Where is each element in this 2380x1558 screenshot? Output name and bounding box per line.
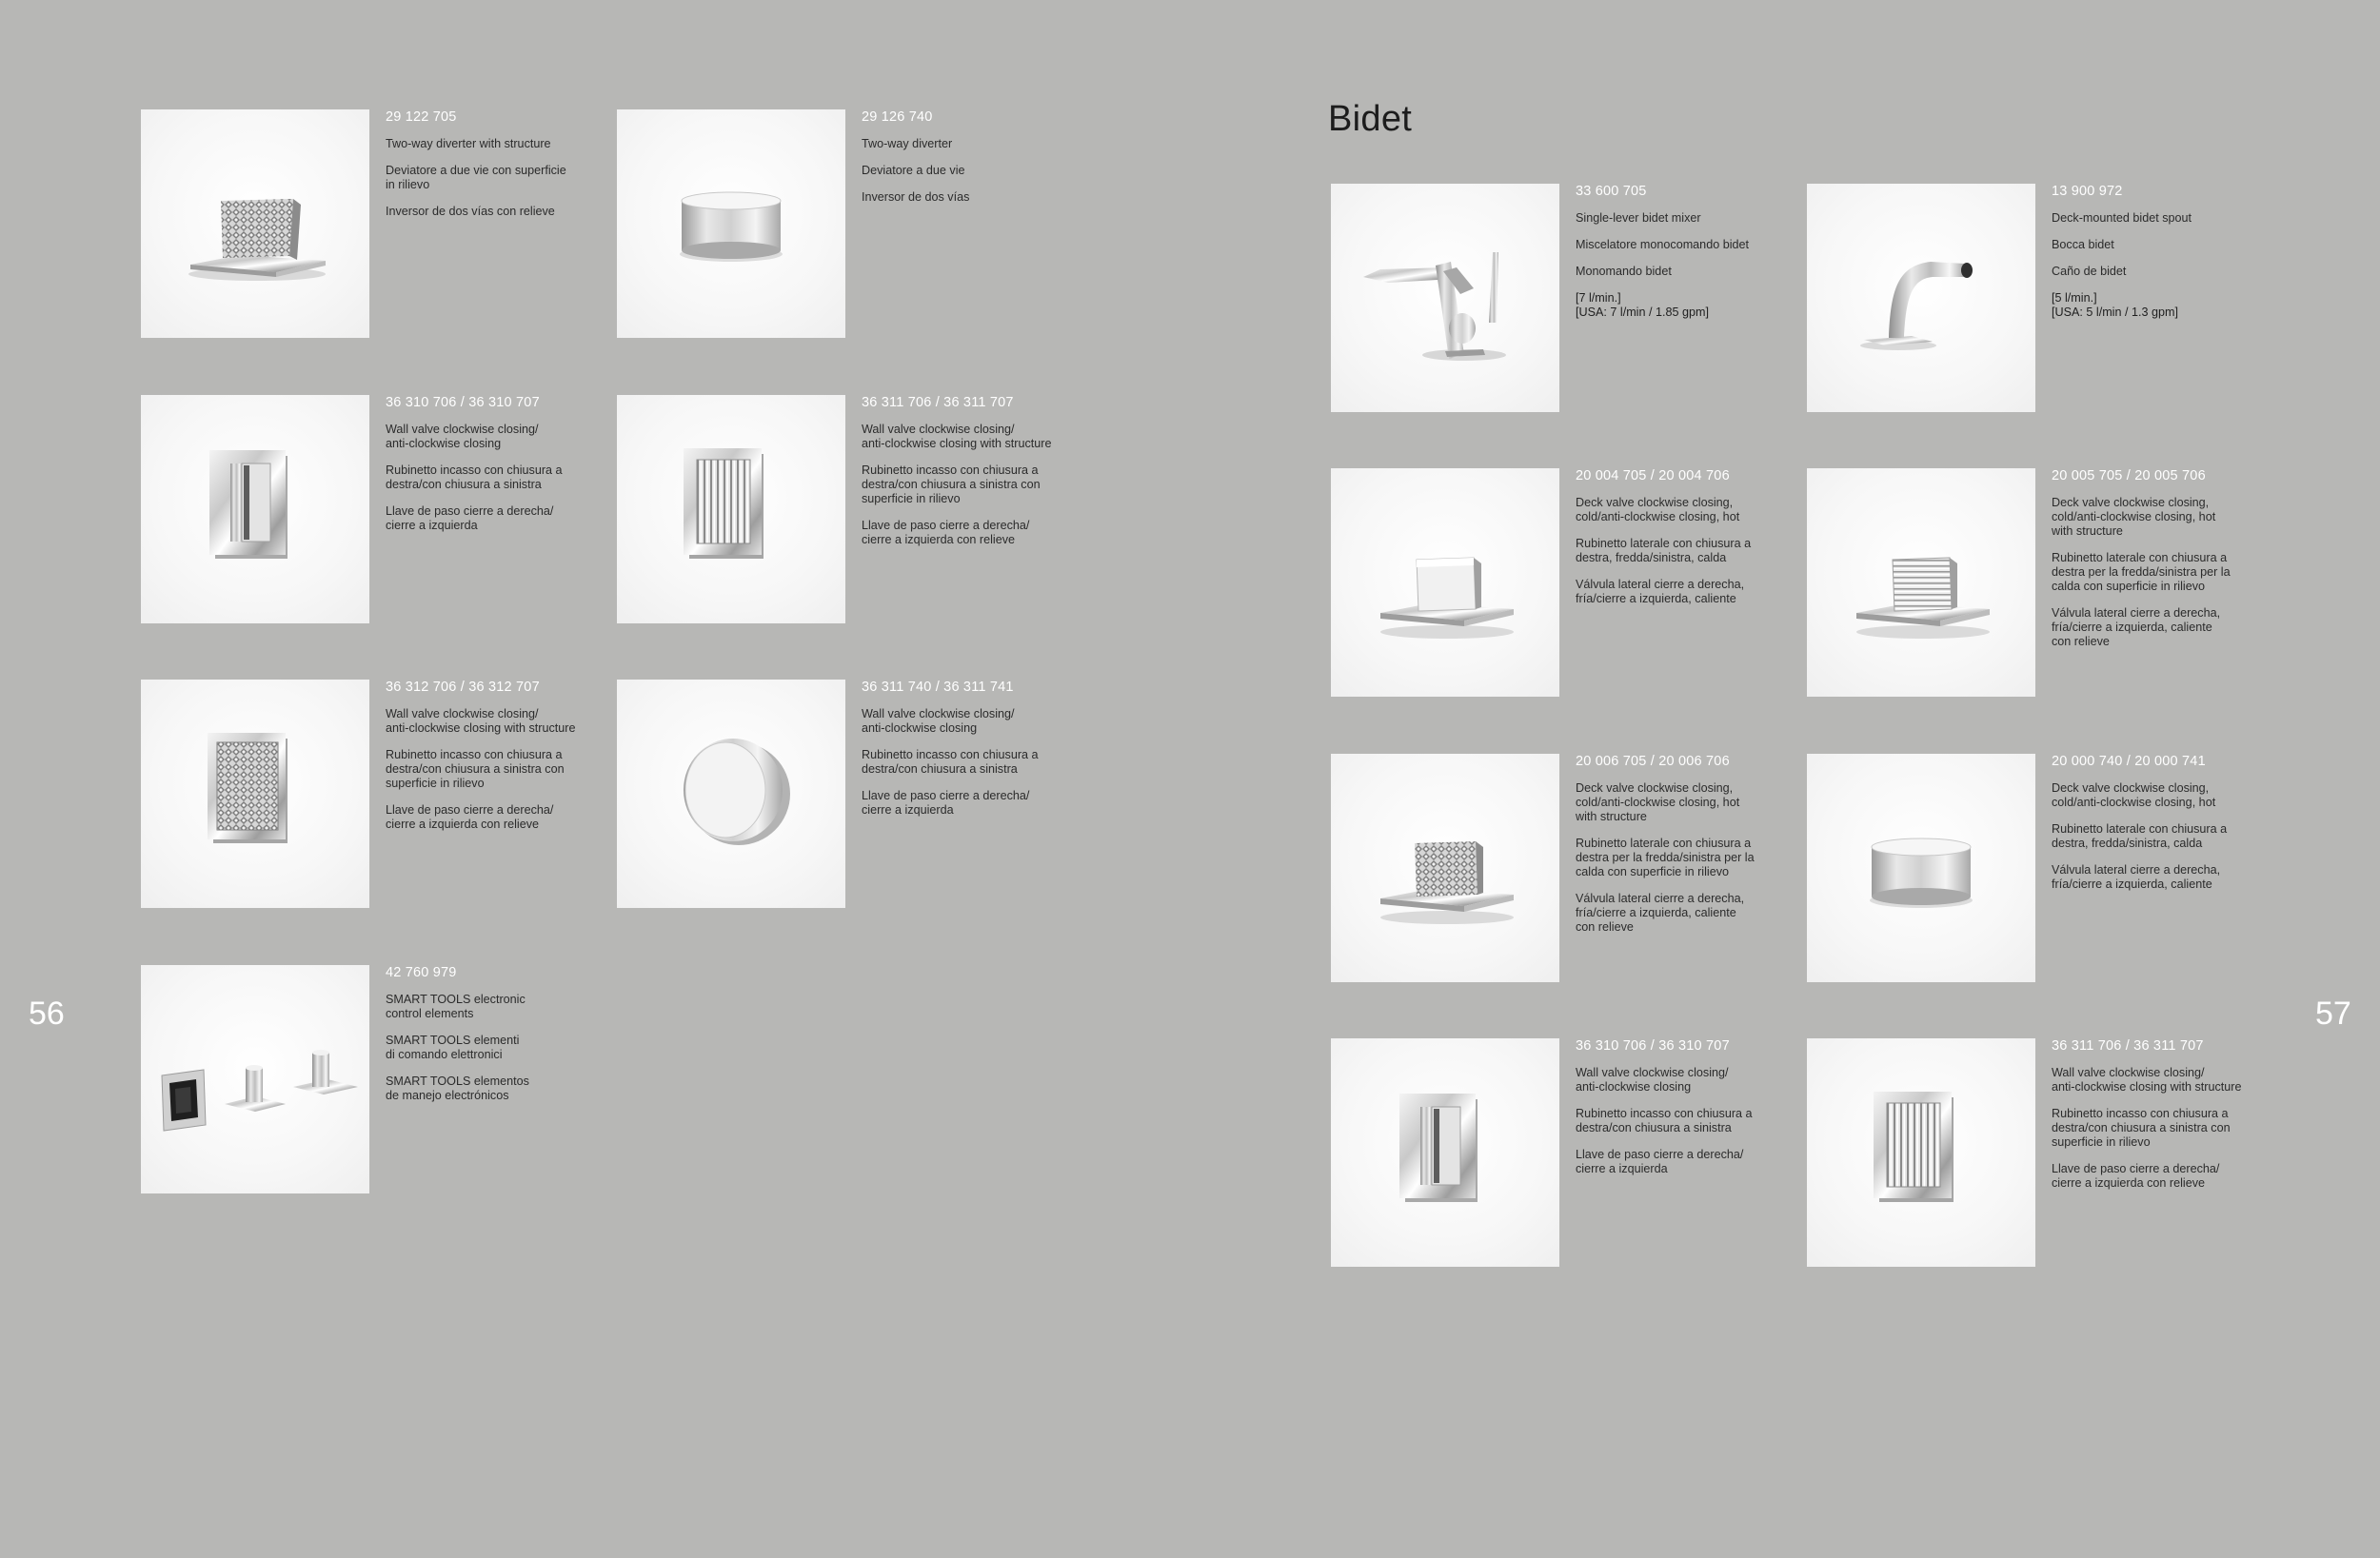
product-card [1331,468,1807,697]
product-code: 36 311 706 / 36 311 707 [862,395,1014,410]
description-es: Válvula lateral cierre a derecha, fría/cierre a izquierda, caliente [1576,578,1745,605]
description-es: Llave de paso cierre a derecha/ cierre a izquierda con relieve [862,519,1030,546]
product-info [386,680,614,844]
product-info [1576,468,1804,619]
product-code: 20 006 705 / 20 006 706 [1576,754,1730,769]
description-it: Rubinetto laterale con chiusura a destra per la fredda/sinistra per la calda con superficie in rilievo [1576,837,1755,878]
product-card [1331,754,1807,982]
description-en: SMART TOOLS electronic control elements [386,993,526,1020]
description-en: Wall valve clockwise closing/ anti-clockwise closing with structure [862,423,1052,450]
product-code: 29 126 740 [862,109,933,125]
description-es: Llave de paso cierre a derecha/ cierre a izquierda con relieve [2052,1162,2220,1190]
product-image [141,680,369,908]
product-image [1807,754,2035,982]
product-code: 20 000 740 / 20 000 741 [2052,754,2206,769]
product-code: 13 900 972 [2052,184,2123,199]
description-es: Llave de paso cierre a derecha/ cierre a izquierda [386,504,554,532]
product-code: 36 310 706 / 36 310 707 [1576,1038,1730,1054]
description-es: Válvula lateral cierre a derecha, fría/cierre a izquierda, caliente con relieve [1576,892,1745,934]
product-card [1807,754,2283,982]
product-code: 36 310 706 / 36 310 707 [386,395,540,410]
product-info [2052,184,2280,320]
product-card [1807,468,2283,697]
description-en: Wall valve clockwise closing/ anti-clockwise closing [1576,1066,1729,1094]
product-image [1807,1038,2035,1267]
product-info [2052,1038,2280,1203]
description-en: Wall valve clockwise closing/ anti-clockwise closing with structure [386,707,576,735]
description-it: Rubinetto incasso con chiusura a destra/con chiusura a sinistra con superficie in rilievo [2052,1107,2231,1149]
product-image [1807,184,2035,412]
product-code: 36 311 706 / 36 311 707 [2052,1038,2204,1054]
product-image [1331,468,1559,697]
description-es: Llave de paso cierre a derecha/ cierre a izquierda con relieve [386,803,554,831]
product-info [386,395,614,545]
product-info [386,965,614,1115]
description-en: Deck valve clockwise closing, cold/anti-clockwise closing, hot with structure [1576,781,1740,823]
description-en: Deck-mounted bidet spout [2052,211,2192,225]
description-en: Deck valve clockwise closing, cold/anti-clockwise closing, hot [1576,496,1740,523]
product-info [386,109,614,231]
product-code: 36 311 740 / 36 311 741 [862,680,1014,695]
product-info [1576,184,1804,320]
product-code: 42 760 979 [386,965,457,980]
product-code: 20 005 705 / 20 005 706 [2052,468,2206,483]
product-image [617,680,845,908]
flow-rate: [7 l/min.] [USA: 7 l/min / 1.85 gpm] [1576,291,1709,319]
description-it: Rubinetto laterale con chiusura a destra, fredda/sinistra, calda [2052,822,2228,850]
product-image [1807,468,2035,697]
right-page-number: 57 [2315,996,2351,1032]
description-it: Rubinetto laterale con chiusura a destra per la fredda/sinistra per la calda con superficie in rilievo [2052,551,2231,593]
product-image [1331,184,1559,412]
description-it: Bocca bidet [2052,238,2114,251]
description-es: Inversor de dos vías [862,190,970,204]
product-image [617,395,845,623]
product-card [141,680,617,908]
description-es: Caño de bidet [2052,265,2127,278]
description-es: Inversor de dos vías con relieve [386,205,555,218]
product-code: 33 600 705 [1576,184,1647,199]
product-image [1331,754,1559,982]
description-it: Rubinetto incasso con chiusura a destra/con chiusura a sinistra [386,463,563,491]
description-it: Rubinetto laterale con chiusura a destra, fredda/sinistra, calda [1576,537,1752,564]
product-code: 29 122 705 [386,109,457,125]
product-card [141,395,617,623]
description-es: Monomando bidet [1576,265,1672,278]
flow-rate: [5 l/min.] [USA: 5 l/min / 1.3 gpm] [2052,291,2178,319]
description-es: Válvula lateral cierre a derecha, fría/cierre a izquierda, caliente con relieve [2052,606,2221,648]
product-info [1576,1038,1804,1189]
product-info [862,680,1090,830]
product-image [617,109,845,338]
product-image [1331,1038,1559,1267]
product-info [2052,754,2280,904]
product-image [141,109,369,338]
description-en: Single-lever bidet mixer [1576,211,1701,225]
left-page-number: 56 [29,996,65,1032]
description-it: Deviatore a due vie con superficie in rilievo [386,164,566,191]
product-image [141,965,369,1193]
product-info [2052,468,2280,661]
description-en: Deck valve clockwise closing, cold/anti-clockwise closing, hot with structure [2052,496,2216,538]
description-en: Two-way diverter with structure [386,137,551,150]
description-it: Deviatore a due vie [862,164,965,177]
description-it: SMART TOOLS elementi di comando elettronici [386,1034,520,1061]
description-es: Válvula lateral cierre a derecha, fría/cierre a izquierda, caliente [2052,863,2221,891]
product-card [617,395,1093,623]
description-es: SMART TOOLS elementos de manejo electrónicos [386,1075,529,1102]
product-card [141,965,617,1193]
product-info [862,109,1090,217]
product-card [617,680,1093,908]
description-it: Rubinetto incasso con chiusura a destra/con chiusura a sinistra [862,748,1039,776]
description-it: Rubinetto incasso con chiusura a destra/con chiusura a sinistra con superficie in rilievo [386,748,565,790]
description-en: Wall valve clockwise closing/ anti-clockwise closing [386,423,539,450]
description-es: Llave de paso cierre a derecha/ cierre a izquierda [1576,1148,1744,1175]
product-card [1331,184,1807,412]
product-card [141,109,617,338]
product-card [1331,1038,1807,1267]
description-it: Rubinetto incasso con chiusura a destra/con chiusura a sinistra [1576,1107,1753,1134]
product-card [617,109,1093,338]
product-card [1807,184,2283,412]
section-title: Bidet [1328,99,1413,139]
product-card [1807,1038,2283,1267]
description-en: Two-way diverter [862,137,953,150]
product-info [1576,754,1804,947]
description-en: Wall valve clockwise closing/ anti-clockwise closing with structure [2052,1066,2242,1094]
product-code: 20 004 705 / 20 004 706 [1576,468,1730,483]
description-en: Wall valve clockwise closing/ anti-clockwise closing [862,707,1015,735]
product-code: 36 312 706 / 36 312 707 [386,680,540,695]
description-es: Llave de paso cierre a derecha/ cierre a izquierda [862,789,1030,817]
description-it: Rubinetto incasso con chiusura a destra/con chiusura a sinistra con superficie in rilievo [862,463,1041,505]
description-en: Deck valve clockwise closing, cold/anti-clockwise closing, hot [2052,781,2216,809]
product-image [141,395,369,623]
product-info [862,395,1090,560]
description-it: Miscelatore monocomando bidet [1576,238,1750,251]
